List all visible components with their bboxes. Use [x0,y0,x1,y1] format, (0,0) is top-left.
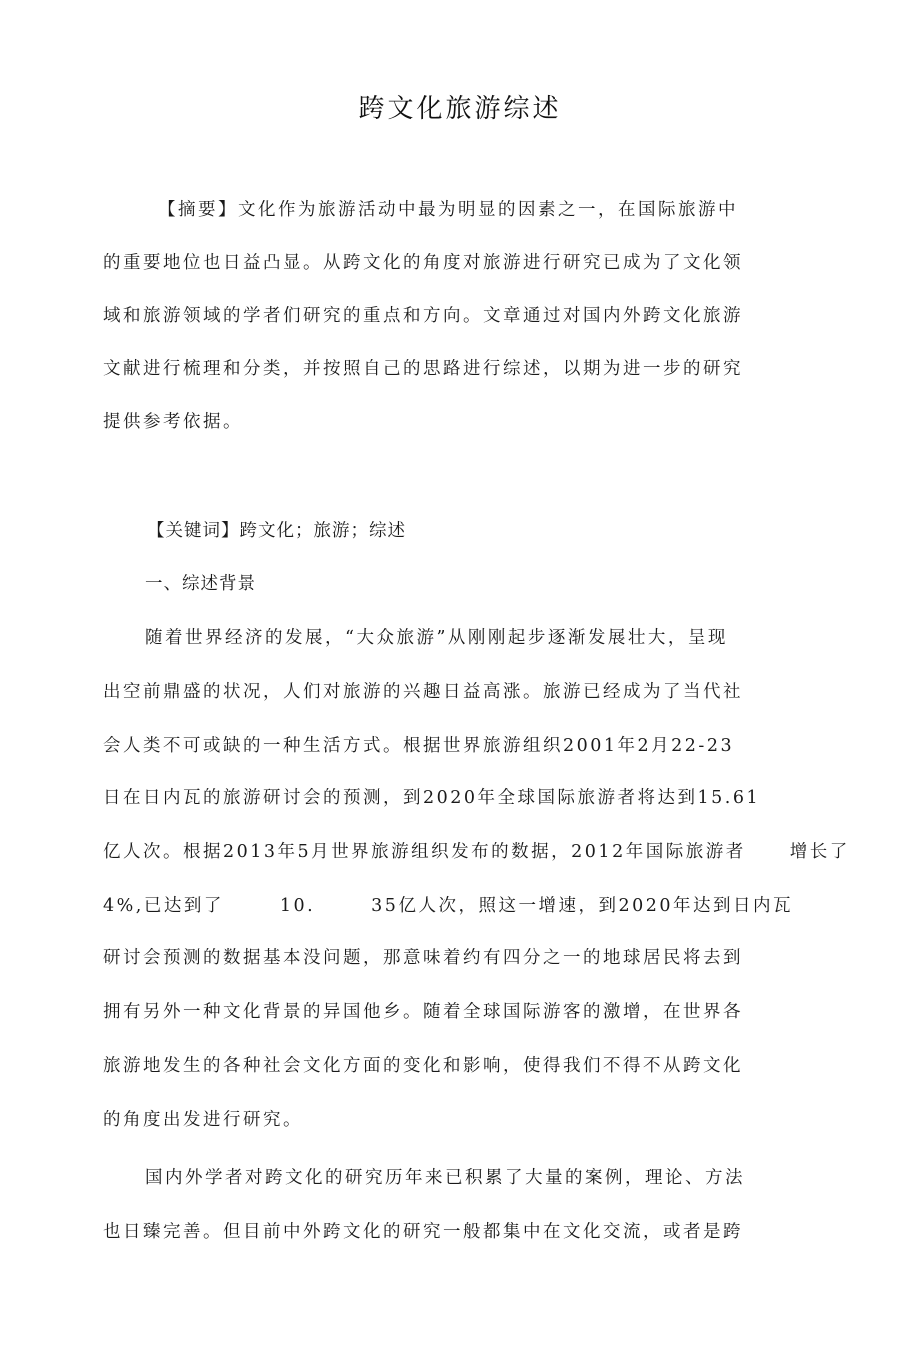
body-line: 随着世界经济的发展，“大众旅游”从刚刚起步逐渐发展壮大，呈现 [145,628,728,648]
section-heading: 一、综述背景 [145,574,256,594]
body-line: 出空前鼎盛的状况，人们对旅游的兴趣日益高涨。旅游已经成为了当代社 [103,682,743,702]
body-line: 日在日内瓦的旅游研讨会的预测，到2020年全球国际旅游者将达到15.61 [103,788,761,808]
body-line: 国内外学者对跨文化的研究历年来已积累了大量的案例，理论、方法 [145,1168,745,1188]
keywords: 【关键词】跨文化；旅游；综述 [147,521,406,541]
body-segment: 增长了 [789,842,850,862]
body-line: 拥有另外一种文化背景的异国他乡。随着全球国际游客的激增，在世界各 [103,1002,743,1022]
body-line: 研讨会预测的数据基本没问题，那意味着约有四分之一的地球居民将去到 [103,948,743,968]
body-segment: 10. [279,896,316,916]
body-segment: 35亿人次，照这一增速，到2020年达到日内瓦 [371,896,793,916]
body-line: 旅游地发生的各种社会文化方面的变化和影响，使得我们不得不从跨文化 [103,1056,743,1076]
abstract-line: 文献进行梳理和分类，并按照自己的思路进行综述，以期为进一步的研究 [103,359,743,379]
body-line-with-gap [103,841,850,863]
document-title: 跨文化旅游综述 [358,94,562,124]
body-line: 的角度出发进行研究。 [103,1110,303,1130]
body-line: 也日臻完善。但目前中外跨文化的研究一般都集中在文化交流，或者是跨 [103,1222,743,1242]
body-segment: 亿人次。根据2013年5月世界旅游组织发布的数据，2012年国际旅游者 [103,842,746,862]
body-segment: 4%,已达到了 [103,896,224,916]
body-line-with-gaps [103,895,793,917]
abstract-line: 域和旅游领域的学者们研究的重点和方向。文章通过对国内外跨文化旅游 [103,306,743,326]
body-line: 会人类不可或缺的一种生活方式。根据世界旅游组织2001年2月22-23 [103,736,735,756]
abstract-line: 提供参考依据。 [103,412,243,432]
abstract-line: 【摘要】文化作为旅游活动中最为明显的因素之一，在国际旅游中 [158,200,738,220]
abstract-line: 的重要地位也日益凸显。从跨文化的角度对旅游进行研究已成为了文化领 [103,253,743,273]
